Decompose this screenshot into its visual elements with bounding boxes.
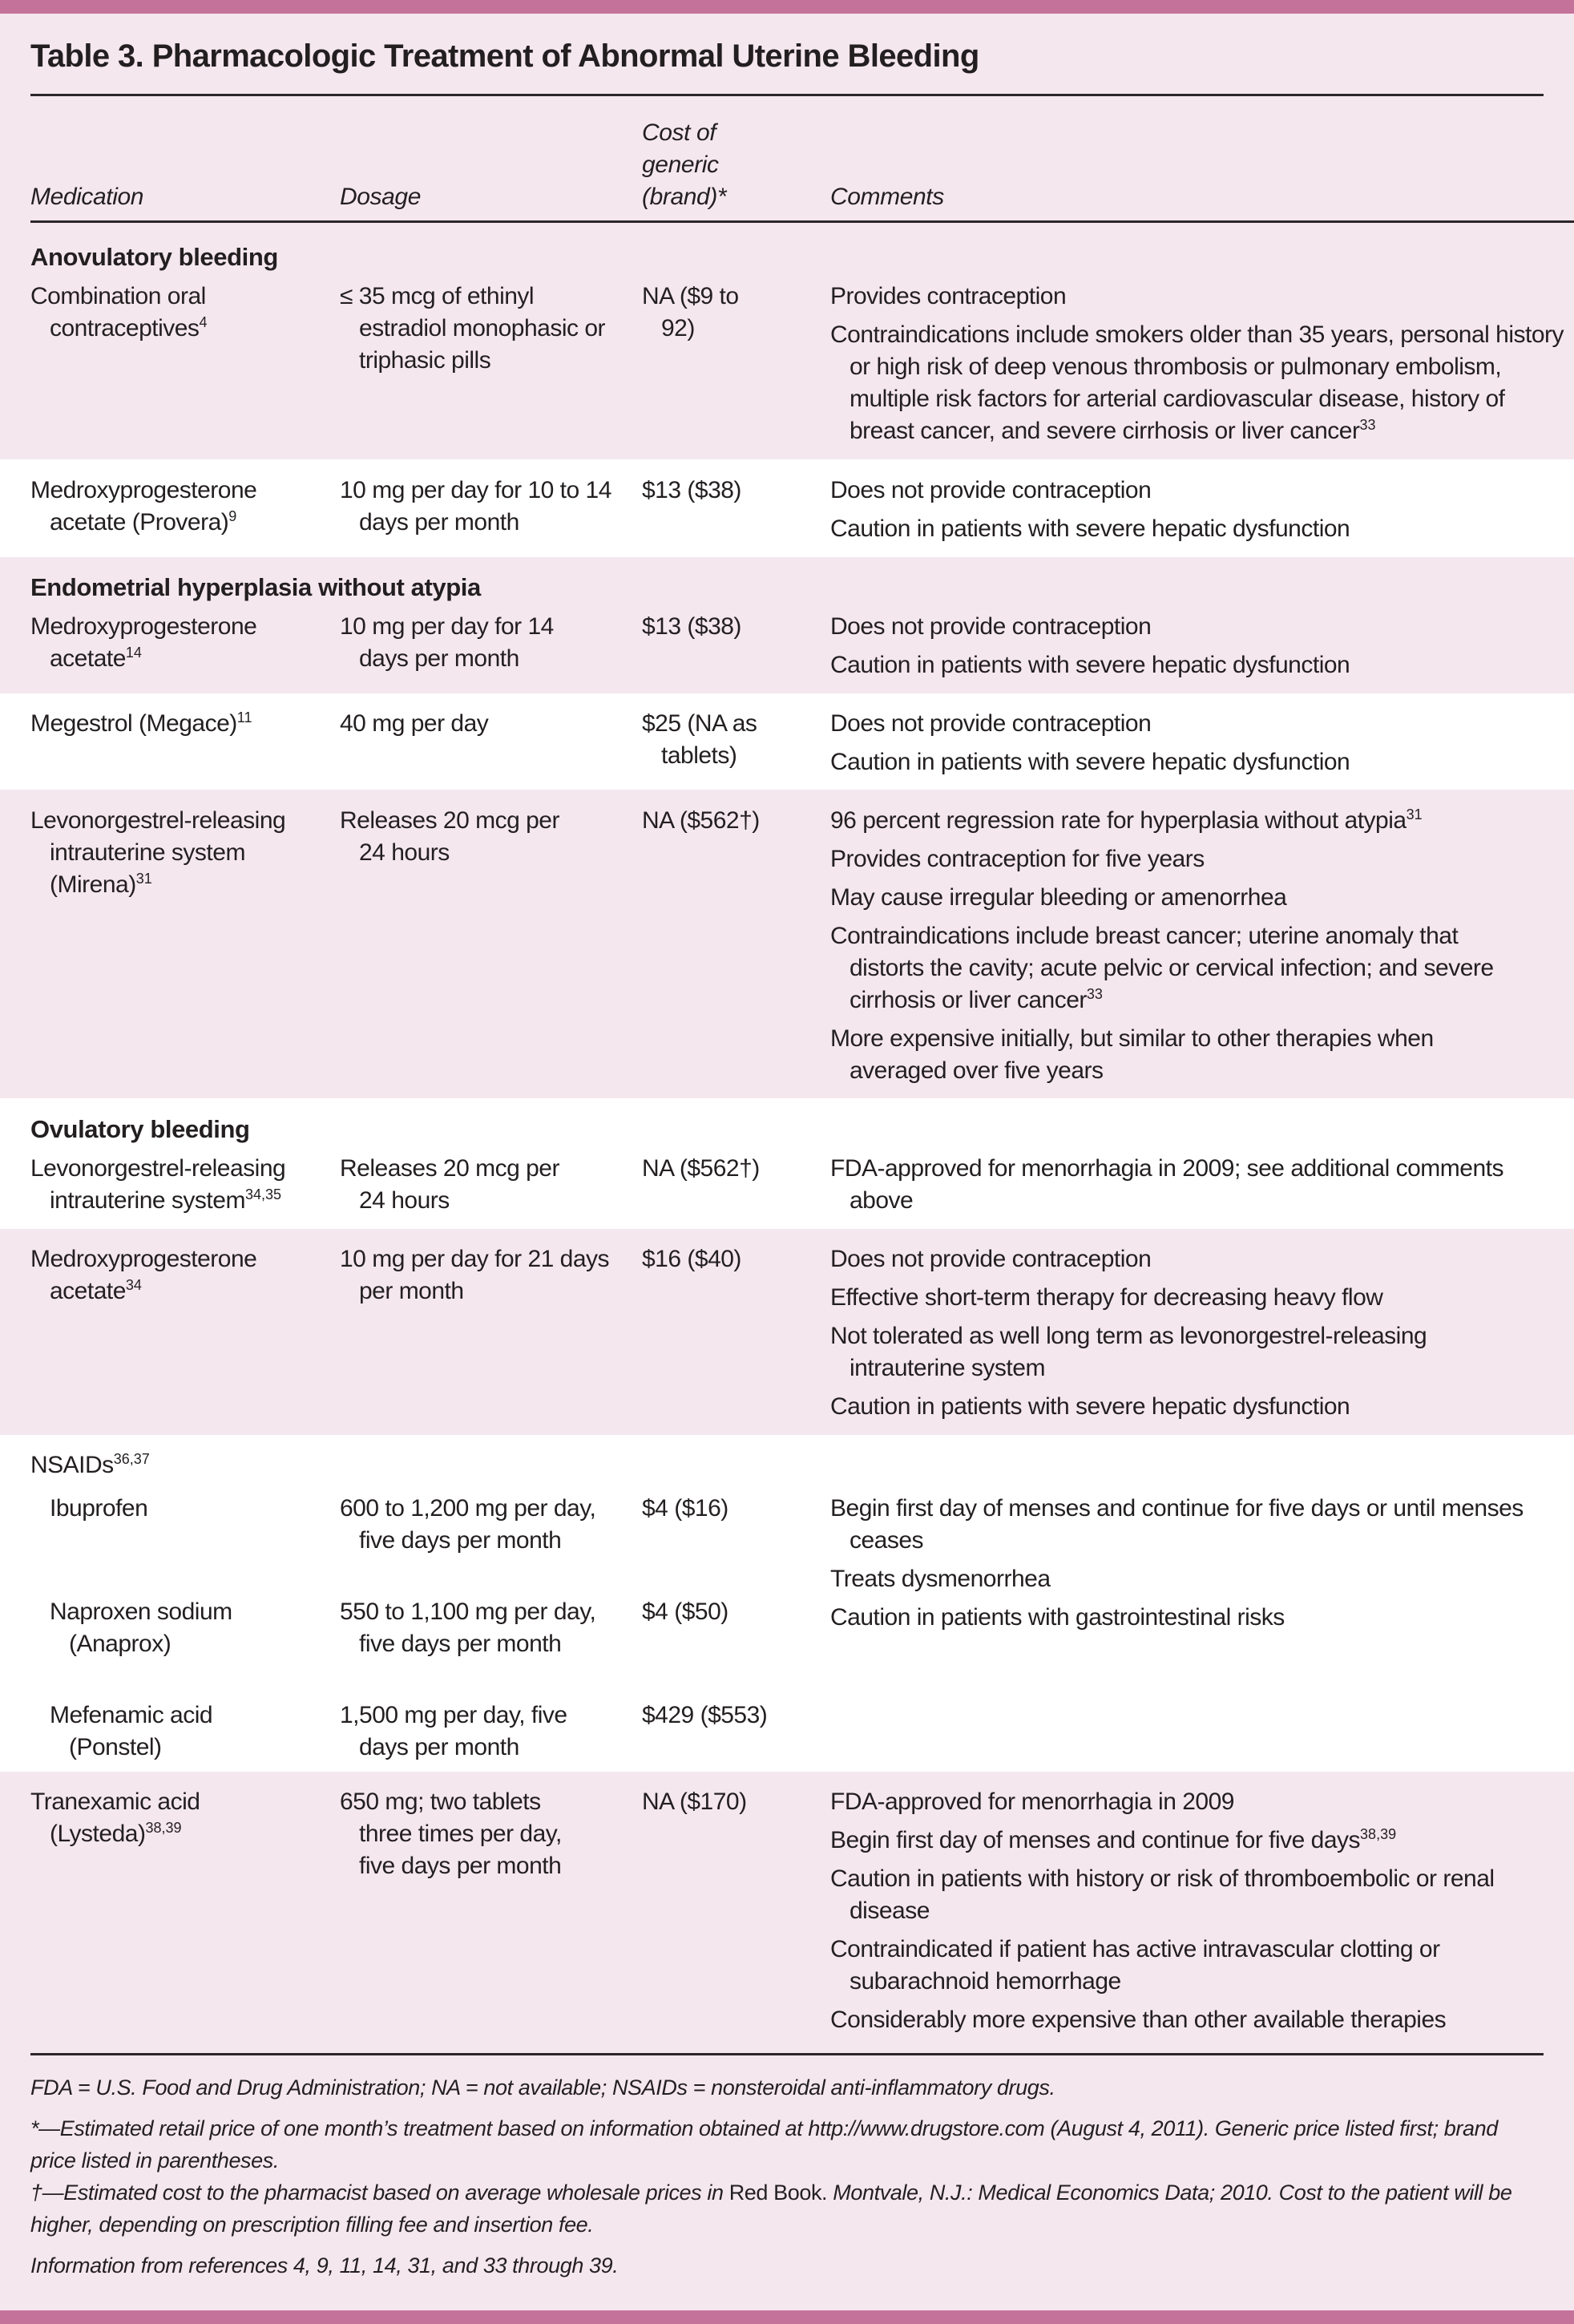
- header-cost-line2: generic: [642, 152, 719, 178]
- medication-cell: [30, 805, 307, 901]
- footnote-dagger: [30, 2176, 1545, 2241]
- cost-cell: NA ($170): [642, 1788, 747, 1815]
- medication-cell: [30, 281, 319, 345]
- medication-name: Medroxyprogesterone acetate: [30, 1246, 257, 1304]
- table-title: Table 3. Pharmacologic Treatment of Abnormal Uterine Bleeding: [30, 38, 979, 74]
- header-medication: Medication: [30, 184, 144, 210]
- section-heading-anovulatory: Anovulatory bleeding: [30, 243, 278, 271]
- reference-sup: 9: [228, 508, 237, 524]
- comment: Caution in patients with severe hepatic dysfunction: [830, 749, 1350, 775]
- top-accent-bar: [0, 0, 1574, 14]
- cost-cell: $13 ($38): [642, 613, 741, 640]
- comments-cell: [830, 281, 1568, 454]
- medication-cell: [30, 611, 319, 675]
- dosage-cell: 650 mg; two tablets three times per day, five days per month: [340, 1788, 562, 1879]
- medication-cell: Ibuprofen: [50, 1495, 148, 1522]
- comment: Caution in patients with severe hepatic dysfunction: [830, 515, 1350, 542]
- comment: May cause irregular bleeding or amenorrhea: [830, 884, 1287, 911]
- header-comments: Comments: [830, 184, 944, 210]
- dosage-cell: Releases 20 mcg per 24 hours: [340, 807, 559, 866]
- comment: Begin first day of menses and continue for five days or until menses ceases: [830, 1495, 1524, 1554]
- comment: Does not provide contraception: [830, 477, 1152, 503]
- comment: FDA-approved for menorrhagia in 2009: [830, 1788, 1234, 1815]
- header-cost-line1: Cost of: [642, 119, 716, 146]
- dosage-cell: 10 mg per day for 21 days per month: [340, 1246, 610, 1304]
- comment: Provides contraception for five years: [830, 846, 1205, 872]
- comment: Caution in patients with severe hepatic dysfunction: [830, 1393, 1350, 1420]
- footnote-asterisk: *—Estimated retail price of one month’s treatment based on information obtained at http://www.drugstore.com (August 4, 2011). Generic price listed first; brand price listed in parentheses.: [30, 2116, 1498, 2172]
- comments-cell: [830, 1493, 1568, 1640]
- dosage-cell: 600 to 1,200 mg per day, five days per month: [340, 1495, 596, 1554]
- group-label: [30, 1449, 319, 1481]
- comment: Does not provide contraception: [830, 710, 1152, 737]
- footnote-dagger-part2: Montvale, N.J.: Medical Economics Data; 2010. Cost to the patient will be higher, depending on prescription filling fee and insertion fee.: [30, 2181, 1512, 2237]
- medication-name: Levonorgestrel-releasing intrauterine system: [30, 1155, 286, 1214]
- comment: Contraindications include smokers older than 35 years, personal history or high risk of deep venous thrombosis or pulmonary embolism, multiple risk factors for arterial cardiovascular disease, history of breast cancer, and severe cirrhosis or liver cancer$^{33}$: [830, 321, 1564, 444]
- footer-rule: [30, 2053, 1544, 2055]
- dosage-cell: 550 to 1,100 mg per day, five days per month: [340, 1599, 596, 1657]
- cost-cell: $16 ($40): [642, 1246, 741, 1272]
- comment: Caution in patients with history or risk of thromboembolic or renal disease: [830, 1865, 1495, 1924]
- dosage-cell: 40 mg per day: [340, 710, 489, 737]
- reference-sup: 34: [125, 1277, 142, 1293]
- comment: Contraindications include breast cancer; uterine anomaly that distorts the cavity; acute pelvic or cervical infection; and severe cirrhosis or liver cancer$^{33}$: [830, 923, 1494, 1013]
- reference-sup: 14: [125, 645, 142, 661]
- medication-cell: Naproxen sodium (Anaprox): [50, 1599, 232, 1657]
- comments-cell: [830, 708, 1568, 785]
- comment: Provides contraception: [830, 283, 1067, 309]
- comment: Caution in patients with gastrointestinal risks: [830, 1604, 1285, 1631]
- medication-cell: [30, 1243, 319, 1308]
- footnote-dagger-part1: †—Estimated cost to the pharmacist based on average wholesale prices in: [30, 2181, 729, 2205]
- comments-cell: [830, 611, 1568, 688]
- medication-cell: [30, 1786, 319, 1850]
- dosage-cell: 1,500 mg per day, five days per month: [340, 1702, 567, 1760]
- section-heading-ovulatory: Ovulatory bleeding: [30, 1115, 250, 1143]
- title-rule: [30, 94, 1544, 96]
- comment: Caution in patients with severe hepatic dysfunction: [830, 652, 1350, 678]
- reference-sup: 34,35: [244, 1186, 281, 1202]
- comments-cell: [830, 1243, 1520, 1429]
- cost-cell: $4 ($16): [642, 1495, 728, 1522]
- medication-name: Combination oral contraceptives: [30, 283, 206, 342]
- medication-cell: [30, 708, 319, 740]
- footnote-sources: Information from references 4, 9, 11, 14, 31, and 33 through 39.: [30, 2253, 619, 2278]
- cost-cell: $13 ($38): [642, 477, 741, 503]
- cost-cell: $25 (NA as tablets): [642, 710, 757, 769]
- medication-name: Megestrol (Megace): [30, 710, 237, 737]
- medication-cell: [30, 475, 319, 539]
- cost-cell: $429 ($553): [642, 1702, 768, 1728]
- header-dosage: Dosage: [340, 184, 422, 210]
- reference-sup: 11: [236, 709, 252, 725]
- medication-name: Medroxyprogesterone acetate (Provera): [30, 477, 257, 536]
- comment: Considerably more expensive than other available therapies: [830, 2007, 1447, 2033]
- medication-cell: [30, 1153, 307, 1217]
- comment: Does not provide contraception: [830, 1246, 1152, 1272]
- medication-cell: Mefenamic acid (Ponstel): [50, 1702, 213, 1760]
- footnote-dagger-source: Red Book.: [728, 2181, 828, 2205]
- dosage-cell: Releases 20 mcg per 24 hours: [340, 1155, 559, 1214]
- reference-sup: 4: [199, 314, 208, 330]
- cost-cell: NA ($562†): [642, 1155, 760, 1182]
- medication-name: Tranexamic acid (Lysteda): [30, 1788, 200, 1847]
- comment: 96 percent regression rate for hyperplasia without atypia$^{31}$: [830, 806, 1423, 834]
- comments-cell: [830, 805, 1536, 1093]
- header-cost-line3: (brand)*: [642, 184, 727, 210]
- reference-sup: 38,39: [145, 1820, 182, 1836]
- medication-name: Medroxyprogesterone acetate: [30, 613, 257, 672]
- comment: Not tolerated as well long term as levonorgestrel-releasing intrauterine system: [830, 1323, 1427, 1381]
- comments-cell: [830, 475, 1568, 552]
- comment: Treats dysmenorrhea: [830, 1566, 1051, 1592]
- medication-name: Levonorgestrel-releasing intrauterine system (Mirena): [30, 807, 286, 898]
- cost-cell: NA ($562†): [642, 807, 760, 834]
- comment: More expensive initially, but similar to other therapies when averaged over five years: [830, 1025, 1434, 1084]
- dosage-cell: 10 mg per day for 10 to 14 days per month: [340, 477, 611, 536]
- reference-sup: 31: [135, 871, 152, 887]
- comment: Effective short-term therapy for decreasing heavy flow: [830, 1284, 1383, 1311]
- cost-cell: $4 ($50): [642, 1599, 728, 1625]
- dosage-cell: 10 mg per day for 14 days per month: [340, 613, 554, 672]
- comment: Contraindicated if patient has active intravascular clotting or subarachnoid hemorrhage: [830, 1936, 1440, 1995]
- comment: FDA-approved for menorrhagia in 2009; see additional comments above: [830, 1155, 1503, 1214]
- comment: Begin first day of menses and continue for five days$^{38,39}$: [830, 1826, 1397, 1853]
- bottom-accent-bar: [0, 2310, 1574, 2324]
- comment: Does not provide contraception: [830, 613, 1152, 640]
- dosage-cell: ≤ 35 mcg of ethinyl estradiol monophasic or triphasic pills: [340, 283, 606, 374]
- reference-sup: 36,37: [113, 1451, 150, 1467]
- comments-cell: [830, 1786, 1520, 2043]
- header-rule: [30, 220, 1574, 223]
- group-name: NSAIDs: [30, 1452, 114, 1478]
- cost-cell: NA ($9 to 92): [642, 283, 739, 342]
- comments-cell: [830, 1153, 1568, 1223]
- footnote-abbreviations: FDA = U.S. Food and Drug Administration; NA = not available; NSAIDs = nonsteroidal anti-inflammatory drugs.: [30, 2075, 1055, 2100]
- section-heading-endometrial: Endometrial hyperplasia without atypia: [30, 573, 481, 601]
